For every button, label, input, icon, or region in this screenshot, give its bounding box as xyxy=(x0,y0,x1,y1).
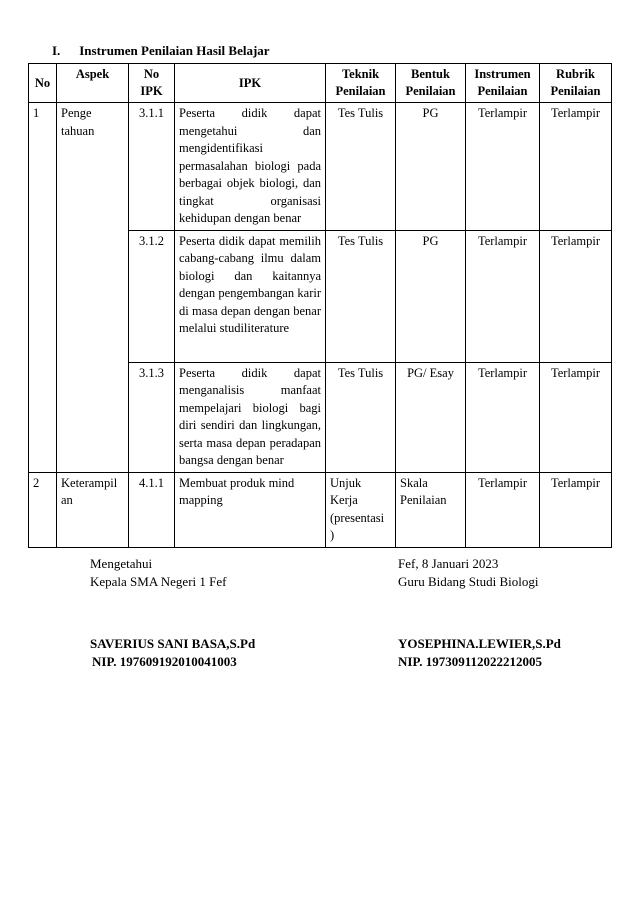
row-number: 2 xyxy=(29,472,57,547)
teknik-cell: Tes Tulis xyxy=(326,230,396,362)
no-ipk-cell: 3.1.3 xyxy=(129,362,175,472)
aspek-cell-span xyxy=(57,362,129,472)
ipk-cell: Peserta didik dapat menganalisis manfaat mempelajari biologi bagi diri sendiri dan lingkungan, serta masa depan peradapan bangsa dengan benar xyxy=(175,362,326,472)
table-row xyxy=(29,103,612,231)
signature-left xyxy=(90,555,255,671)
section-title: Instrumen Penilaian Hasil Belajar xyxy=(79,43,270,58)
ipk-cell: Membuat produk mind mapping xyxy=(175,472,326,547)
bentuk-cell: PG xyxy=(396,230,466,362)
header-bentuk: Bentuk Penilaian xyxy=(396,64,466,103)
aspek-cell-span xyxy=(57,230,129,362)
signature-left-nip: NIP. 197609192010041003 xyxy=(92,654,237,669)
table-header-row xyxy=(29,64,612,103)
row-number: 1 xyxy=(29,103,57,231)
table-row xyxy=(29,230,612,362)
signature-left-line1: Mengetahui xyxy=(90,556,153,571)
signature-right-line2: Guru Bidang Studi Biologi xyxy=(398,574,539,589)
header-aspek: Aspek xyxy=(57,64,129,103)
instrumen-cell: Terlampir xyxy=(466,103,540,231)
table-row xyxy=(29,362,612,472)
signature-right-name: YOSEPHINA.LEWIER,S.Pd xyxy=(398,636,561,651)
assessment-table xyxy=(28,63,612,548)
header-teknik: Teknik Penilaian xyxy=(326,64,396,103)
no-ipk-cell: 4.1.1 xyxy=(129,472,175,547)
instrumen-cell: Terlampir xyxy=(466,230,540,362)
rubrik-cell: Terlampir xyxy=(540,472,612,547)
teknik-cell: Tes Tulis xyxy=(326,103,396,231)
header-instrumen: Instrumen Penilaian xyxy=(466,64,540,103)
instrumen-cell: Terlampir xyxy=(466,362,540,472)
rubrik-cell: Terlampir xyxy=(540,362,612,472)
ipk-cell: Peserta didik dapat mengetahui dan mengidentifikasi permasalahan biologi pada berbagai objek biologi, dan tingkat organisasi kehidupan dengan benar xyxy=(175,103,326,231)
signature-left-line2: Kepala SMA Negeri 1 Fef xyxy=(90,574,227,589)
bentuk-cell: PG/ Esay xyxy=(396,362,466,472)
rubrik-cell: Terlampir xyxy=(540,230,612,362)
aspek-cell: Penge tahuan xyxy=(57,103,129,231)
teknik-cell: Tes Tulis xyxy=(326,362,396,472)
no-ipk-cell: 3.1.2 xyxy=(129,230,175,362)
row-number-span xyxy=(29,230,57,362)
no-ipk-cell: 3.1.1 xyxy=(129,103,175,231)
aspek-cell: Keterampil an xyxy=(57,472,129,547)
teknik-cell: Unjuk Kerja (presentasi ) xyxy=(326,472,396,547)
ipk-cell: Peserta didik dapat memilih cabang-cabang ilmu dalam biologi dan kaitannya dengan pengembangan karir di masa depan dengan benar melalui studiliterature xyxy=(175,230,326,362)
bentuk-cell: Skala Penilaian xyxy=(396,472,466,547)
header-ipk: IPK xyxy=(175,64,326,103)
instrumen-cell: Terlampir xyxy=(466,472,540,547)
header-rubrik: Rubrik Penilaian xyxy=(540,64,612,103)
row-number-span xyxy=(29,362,57,472)
signature-left-name: SAVERIUS SANI BASA,S.Pd xyxy=(90,636,256,651)
bentuk-cell: PG xyxy=(396,103,466,231)
signature-right-line1: Fef, 8 Januari 2023 xyxy=(398,556,499,571)
table-row xyxy=(29,472,612,547)
header-no-ipk: No IPK xyxy=(129,64,175,103)
header-no: No xyxy=(29,64,57,103)
signature-right xyxy=(398,555,561,671)
rubrik-cell: Terlampir xyxy=(540,103,612,231)
signature-right-nip: NIP. 197309112022212005 xyxy=(398,654,542,669)
section-heading xyxy=(52,43,270,59)
section-number: I. xyxy=(52,43,61,58)
